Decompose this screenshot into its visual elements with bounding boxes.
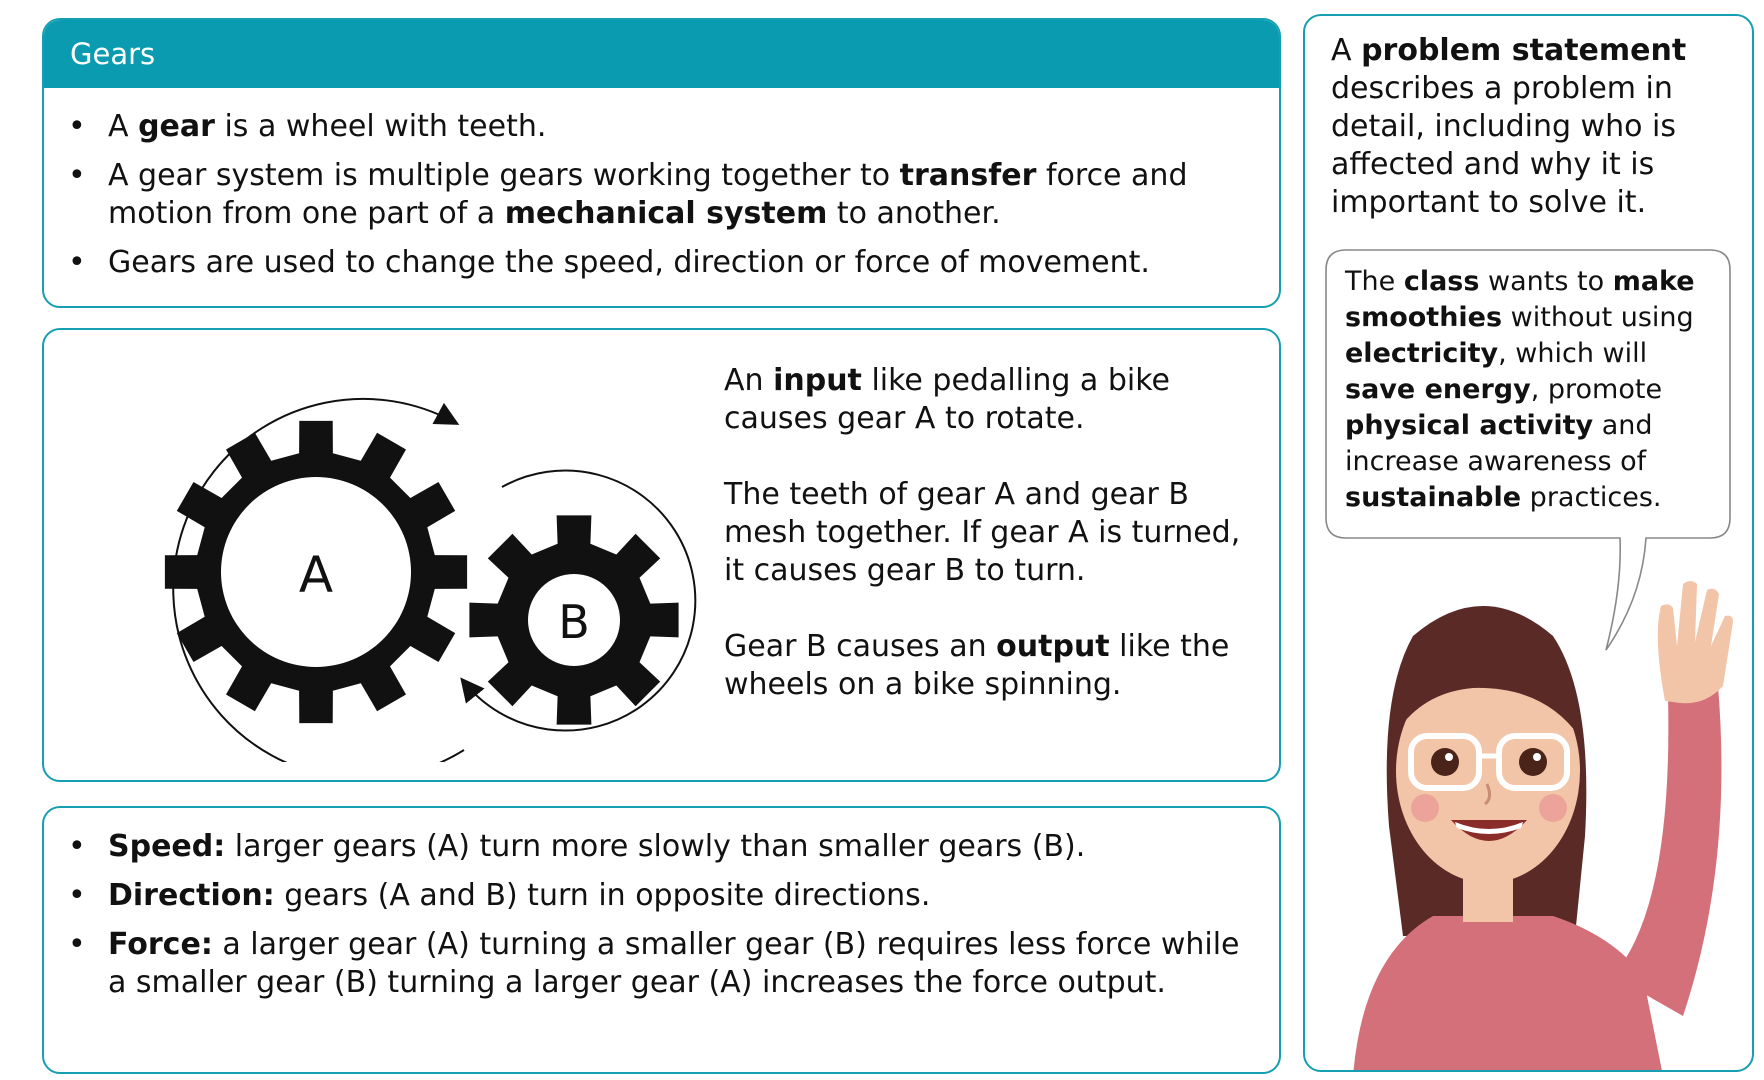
gears-list (44, 88, 1279, 282)
gears-card (42, 18, 1281, 308)
waving-girl-illustration (1323, 576, 1743, 1072)
list-item: • Gears are used to change the speed, direction or force of movement. (44, 244, 1279, 282)
gear-diagram-card (42, 328, 1281, 782)
gear-b-label: B (558, 595, 590, 649)
gears-card-title: Gears (44, 20, 1279, 88)
list-item: • Direction: gears (A and B) turn in opposite directions. (44, 877, 1279, 915)
speech-bubble-text: The class wants to make smoothies without using electricity, which will save energy, promote physical activity and increase awareness of sustainable practices. (1345, 266, 1695, 513)
list-item: • Speed: larger gears (A) turn more slowly than smaller gears (B). (44, 828, 1279, 866)
list-item: • A gear is a wheel with teeth. (44, 108, 1279, 146)
list-item: • A gear system is multiple gears working together to transfer force and motion from one part of a mechanical system to another. (44, 157, 1279, 233)
paragraph: An input like pedalling a bike causes gear A to rotate. (724, 363, 1170, 436)
diagram-explanation (724, 362, 1244, 742)
paragraph: The teeth of gear A and gear B mesh together. If gear A is turned, it causes gear B to turn. (724, 477, 1241, 588)
list-item: • Force: a larger gear (A) turning a smaller gear (B) requires less force while a smaller gear (B) turning a larger gear (A) increases the force output. (44, 926, 1279, 1002)
problem-statement-text: A problem statement describes a problem in detail, including who is affected and why it is important to solve it. (1331, 33, 1687, 220)
effects-list (44, 808, 1279, 1002)
paragraph: Gear B causes an output like the wheels on a bike spinning. (724, 629, 1230, 702)
gear-diagram (84, 352, 724, 762)
gear-a-label: A (298, 546, 334, 604)
problem-statement-card (1303, 14, 1754, 1072)
gear-effects-card (42, 806, 1281, 1074)
